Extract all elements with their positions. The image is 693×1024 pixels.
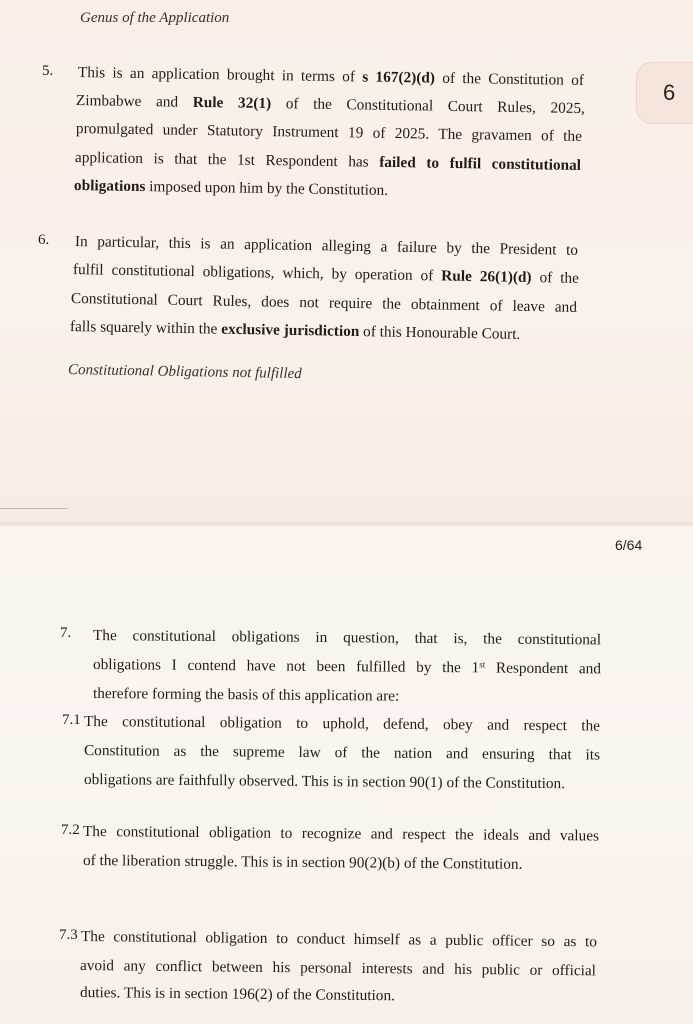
- item-7-2-number: 7.2: [61, 822, 80, 838]
- para-7-number: 7.: [60, 625, 72, 641]
- para-6-line-4: falls squarely within the exclusive jurisdiction of this Honourable Court.: [69, 318, 521, 343]
- para-6-line-2: fulfil constitutional obligations, which, by operation of Rule 26(1)(d) of the: [72, 261, 580, 287]
- page-edge-line: [0, 508, 68, 509]
- item-7-2-line-1: The constitutional obligation to recognize and respect the ideals and values: [82, 823, 600, 845]
- item-7-1-line-2: Constitution as the supreme law of the nation and ensuring that its: [83, 742, 601, 764]
- para-6-number: 6.: [38, 232, 50, 248]
- item-7-1-line-1: The constitutional obligation to uphold, defend, obey and respect the: [83, 713, 601, 735]
- item-7-1-line-3: obligations are faithfully observed. This is in section 90(1) of the Constitution.: [83, 771, 566, 793]
- heading-genus: Genus of the Application: [80, 10, 230, 26]
- para-7-line-3: therefore forming the basis of this application are:: [92, 685, 400, 705]
- para-5-line-2: Zimbabwe and Rule 32(1) of the Constitutional Court Rules, 2025,: [75, 92, 586, 117]
- item-7-3-number: 7.3: [59, 927, 78, 943]
- para-5-line-5: obligations imposed upon him by the Constitution.: [73, 177, 389, 199]
- item-7-1-number: 7.1: [62, 712, 81, 728]
- item-7-3-line-1: The constitutional obligation to conduct himself as a public officer so as to: [80, 928, 598, 951]
- heading-obligations: Constitutional Obligations not fulfilled: [67, 362, 302, 383]
- para-7-line-1: The constitutional obligations in question, that is, the constitutional: [92, 627, 602, 649]
- page-counter: 6/64: [615, 537, 643, 553]
- para-6-line-1: In particular, this is an application alleging a failure by the President to: [74, 233, 579, 259]
- page-indicator-number: 6: [663, 80, 676, 105]
- para-5-line-4: application is that the 1st Respondent has failed to fulfil constitutional: [74, 149, 582, 174]
- para-5-line-1: This is an application brought in terms of s 167(2)(d) of the Constitution of: [77, 64, 585, 89]
- item-7-3-line-3: duties. This is in section 196(2) of the Constitution.: [79, 984, 396, 1005]
- para-5-number: 5.: [42, 63, 54, 79]
- item-7-2-line-2: of the liberation struggle. This is in section 90(2)(b) of the Constitution.: [82, 852, 523, 873]
- para-7-line-2: obligations I contend have not been fulfilled by the 1st Respondent and: [92, 656, 602, 678]
- item-7-3-line-2: avoid any conflict between his personal interests and his public or official: [79, 957, 597, 980]
- para-5-line-3: promulgated under Statutory Instrument 19 of 2025. The gravamen of the: [75, 120, 583, 145]
- para-6-line-3: Constitutional Court Rules, does not require the obtainment of leave and: [70, 290, 578, 316]
